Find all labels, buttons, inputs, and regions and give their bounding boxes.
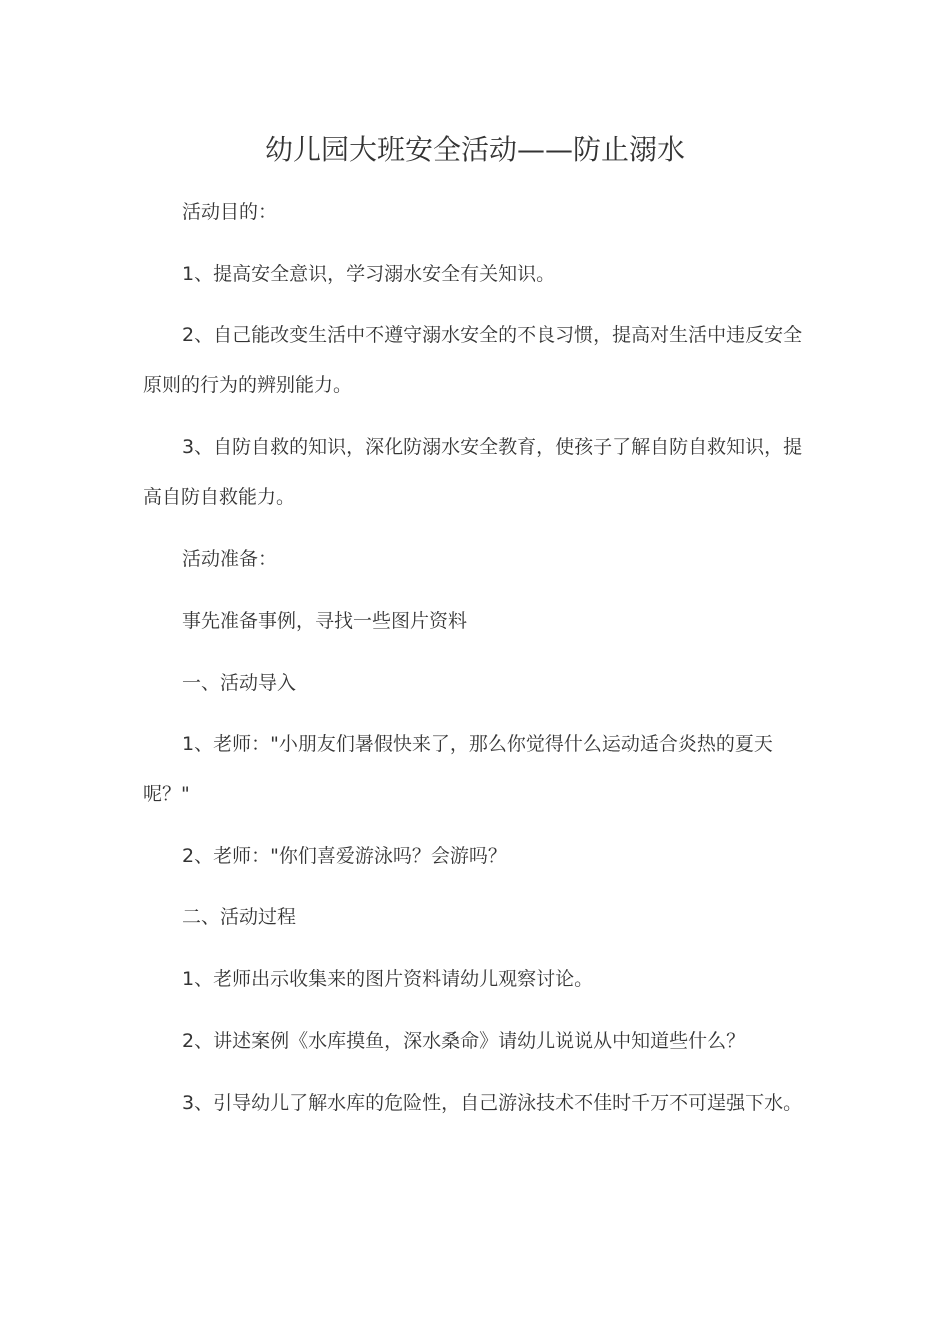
paragraph-section-intro-heading: 一、活动导入 xyxy=(182,672,297,694)
paragraph-preparation: 事先准备事例，寻找一些图片资料 xyxy=(182,610,468,632)
paragraph-preparation-heading: 活动准备： xyxy=(182,548,278,570)
paragraph-objective-2: 2、自己能改变生活中不遵守溺水安全的不良习惯，提高对生活中违反安全原则的行为的辨别能力。 xyxy=(143,324,803,396)
paragraph-section-process-heading: 二、活动过程 xyxy=(182,906,297,928)
paragraph-process-3: 3、引导幼儿了解水库的危险性，自己游泳技术不佳时千万不可逞强下水。 xyxy=(182,1092,803,1114)
paragraph-objective-3: 3、自防自救的知识，深化防溺水安全教育，使孩子了解自防自救知识，提高自防自救能力。 xyxy=(143,436,803,508)
paragraph-process-2: 2、讲述案例《水库摸鱼，深水桑命》请幼儿说说从中知道些什么？ xyxy=(182,1030,746,1052)
paragraph-intro-2: 2、老师："你们喜爱游泳吗？会游吗？ xyxy=(182,845,507,867)
paragraph-intro-1: 1、老师："小朋友们暑假快来了，那么你觉得什么运动适合炎热的夏天呢？" xyxy=(143,733,773,805)
paragraph-objective-heading: 活动目的： xyxy=(182,201,278,223)
document-title: 幼儿园大班安全活动——防止溺水 xyxy=(264,133,685,166)
paragraph-objective-1: 1、提高安全意识，学习溺水安全有关知识。 xyxy=(182,263,556,285)
paragraph-process-1: 1、老师出示收集来的图片资料请幼儿观察讨论。 xyxy=(182,968,594,990)
